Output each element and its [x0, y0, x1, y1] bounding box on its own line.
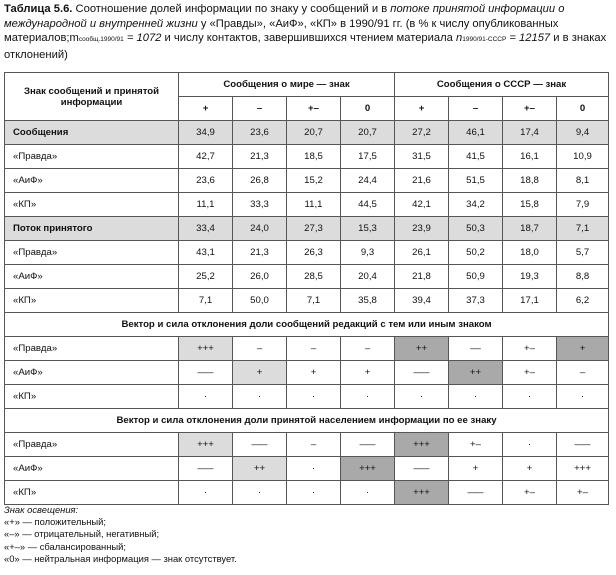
row-label: Поток принятого: [5, 217, 179, 241]
table-cell: +: [341, 361, 395, 385]
table-cell: 51,5: [449, 169, 503, 193]
caption-text-f: n: [455, 32, 463, 45]
section2-title: Вектор и сила отклонения доли сообщений редакций с тем или иным знаком: [5, 313, 609, 337]
table-cell: 42,7: [179, 145, 233, 169]
table-cell: ·: [179, 385, 233, 409]
table-cell: 7,9: [557, 193, 609, 217]
table-cell: –––: [179, 457, 233, 481]
header-col0: Знак сообщений и принятой информации: [5, 73, 179, 121]
table-cell: +–: [503, 481, 557, 505]
header-sign: +: [395, 97, 449, 121]
table-cell: +–: [449, 433, 503, 457]
row-label: «КП»: [5, 385, 179, 409]
table-cell: 43,1: [179, 241, 233, 265]
table-cell: ·: [287, 457, 341, 481]
caption-sub1: сообщ.1990/91: [78, 36, 124, 44]
table-cell: 26,3: [287, 241, 341, 265]
table-cell: 24,0: [233, 217, 287, 241]
table-cell: 20,7: [341, 121, 395, 145]
section2-row: [5, 313, 609, 337]
table-cell: 21,8: [395, 265, 449, 289]
caption-text-a: Соотношение долей информации по знаку у сообщений и в: [72, 3, 391, 15]
row-label: «Правда»: [5, 433, 179, 457]
header-sign: –: [233, 97, 287, 121]
caption-text-c: у «Правды», «АиФ», «КП» в 1990/91 гг. (в % к числу опубликованных материалов;m: [4, 17, 559, 45]
header-row: [5, 73, 609, 97]
table-cell: 25,2: [179, 265, 233, 289]
table-cell: ++: [449, 361, 503, 385]
table-cell: ·: [503, 433, 557, 457]
table-cell: –––: [395, 457, 449, 481]
table-cell: 18,5: [287, 145, 341, 169]
table-cell: 20,4: [341, 265, 395, 289]
table-cell: 9,3: [341, 241, 395, 265]
table-caption: [4, 2, 612, 62]
table-cell: 39,4: [395, 289, 449, 313]
table-cell: 10,9: [557, 145, 609, 169]
table-cell: 11,1: [287, 193, 341, 217]
caption-text-g: = 12157: [506, 32, 551, 45]
table-cell: +++: [179, 433, 233, 457]
header-sign: 0: [341, 97, 395, 121]
caption-sub2: 1990/91-СССР: [462, 36, 507, 44]
table-row: [5, 289, 609, 313]
table-cell: 33,3: [233, 193, 287, 217]
table-cell: –: [287, 337, 341, 361]
caption-text-e: и числу контактов, завершившихся чтением материала: [161, 32, 456, 45]
table-cell: ·: [395, 385, 449, 409]
row-label: «АиФ»: [5, 265, 179, 289]
table-row: [5, 121, 609, 145]
table-row: [5, 337, 609, 361]
caption-text-d: = 1072: [123, 32, 162, 45]
table-cell: +++: [395, 433, 449, 457]
table-cell: 6,2: [557, 289, 609, 313]
table-cell: ·: [503, 385, 557, 409]
table-cell: 17,5: [341, 145, 395, 169]
row-label: «КП»: [5, 481, 179, 505]
table-cell: 17,4: [503, 121, 557, 145]
table-cell: 44,5: [341, 193, 395, 217]
table-cell: 7,1: [287, 289, 341, 313]
table-cell: –: [557, 361, 609, 385]
table-cell: +: [233, 361, 287, 385]
table-cell: –––: [449, 481, 503, 505]
table-cell: +: [557, 337, 609, 361]
table-cell: ·: [341, 481, 395, 505]
table-cell: 34,9: [179, 121, 233, 145]
table-cell: 17,1: [503, 289, 557, 313]
table-cell: 7,1: [557, 217, 609, 241]
table-cell: ·: [287, 481, 341, 505]
row-label: «Правда»: [5, 241, 179, 265]
table-row: [5, 217, 609, 241]
table-cell: 16,1: [503, 145, 557, 169]
header-sign: +–: [287, 97, 341, 121]
table-cell: 20,7: [287, 121, 341, 145]
table-cell: –: [233, 337, 287, 361]
table-cell: ·: [287, 385, 341, 409]
legend: [4, 504, 237, 565]
table-cell: 46,1: [449, 121, 503, 145]
table-cell: 21,6: [395, 169, 449, 193]
data-table: [4, 72, 609, 505]
row-label: «АиФ»: [5, 457, 179, 481]
table-cell: 26,8: [233, 169, 287, 193]
table-cell: ·: [233, 481, 287, 505]
table-cell: +: [503, 457, 557, 481]
table-cell: ·: [233, 385, 287, 409]
table-cell: +: [287, 361, 341, 385]
caption-text-b: потоке принятой информации о международной и внутренней жизни: [4, 3, 565, 30]
section3-row: [5, 409, 609, 433]
table-cell: ++: [233, 457, 287, 481]
table-cell: 37,3: [449, 289, 503, 313]
table-row: [5, 457, 609, 481]
header-sign: +–: [503, 97, 557, 121]
row-label: «Правда»: [5, 145, 179, 169]
table-row: [5, 145, 609, 169]
caption-text-h: и в знаках отклонений): [4, 32, 607, 61]
table-cell: 23,6: [233, 121, 287, 145]
table-cell: 15,8: [503, 193, 557, 217]
table-cell: +–: [557, 481, 609, 505]
header-group-world: Сообщения о мире — знак: [179, 73, 395, 97]
table-cell: –––: [395, 361, 449, 385]
table-cell: +–: [503, 337, 557, 361]
table-cell: 31,5: [395, 145, 449, 169]
table-cell: +++: [179, 337, 233, 361]
table-cell: 18,0: [503, 241, 557, 265]
table-cell: 35,8: [341, 289, 395, 313]
table-row: [5, 361, 609, 385]
table-cell: 11,1: [179, 193, 233, 217]
table-cell: –––: [179, 361, 233, 385]
row-label: «АиФ»: [5, 361, 179, 385]
table-cell: 21,3: [233, 241, 287, 265]
table-cell: 41,5: [449, 145, 503, 169]
legend-item: «+» — положительный;: [4, 516, 106, 528]
table-cell: 19,3: [503, 265, 557, 289]
table-cell: +++: [341, 457, 395, 481]
table-cell: +: [449, 457, 503, 481]
table-cell: 5,7: [557, 241, 609, 265]
table-row: [5, 481, 609, 505]
table-cell: 34,2: [449, 193, 503, 217]
caption-label: Таблица 5.6.: [4, 3, 73, 15]
table-cell: ++: [395, 337, 449, 361]
table-row: [5, 265, 609, 289]
table-cell: –––: [557, 433, 609, 457]
row-label: Сообщения: [5, 121, 179, 145]
table-cell: 27,3: [287, 217, 341, 241]
table-cell: –––: [341, 433, 395, 457]
table-cell: ·: [557, 385, 609, 409]
table-cell: +–: [503, 361, 557, 385]
table-cell: 21,3: [233, 145, 287, 169]
table-cell: 50,9: [449, 265, 503, 289]
table-cell: 42,1: [395, 193, 449, 217]
table-cell: –: [341, 337, 395, 361]
table-cell: 9,4: [557, 121, 609, 145]
table-row: [5, 193, 609, 217]
table-cell: 26,0: [233, 265, 287, 289]
table-cell: 23,9: [395, 217, 449, 241]
table-cell: 7,1: [179, 289, 233, 313]
table-cell: 18,8: [503, 169, 557, 193]
table-cell: 15,3: [341, 217, 395, 241]
table-cell: 26,1: [395, 241, 449, 265]
table-cell: 50,0: [233, 289, 287, 313]
table-cell: 50,2: [449, 241, 503, 265]
table-cell: +++: [557, 457, 609, 481]
legend-title: Знак освещения:: [4, 504, 79, 515]
table-cell: ·: [179, 481, 233, 505]
table-cell: 28,5: [287, 265, 341, 289]
row-label: «КП»: [5, 289, 179, 313]
table-cell: –: [287, 433, 341, 457]
table-cell: 18,7: [503, 217, 557, 241]
table-cell: ––: [449, 337, 503, 361]
table-row: [5, 169, 609, 193]
header-sign: 0: [557, 97, 609, 121]
section3-title: Вектор и сила отклонения доли принятой населением информации по ее знаку: [5, 409, 609, 433]
header-group-ussr: Сообщения о СССР — знак: [395, 73, 609, 97]
table-cell: ·: [341, 385, 395, 409]
table-cell: 50,3: [449, 217, 503, 241]
table-cell: ·: [449, 385, 503, 409]
table-cell: 8,1: [557, 169, 609, 193]
table-cell: –––: [233, 433, 287, 457]
table-cell: 8,8: [557, 265, 609, 289]
table-cell: 27,2: [395, 121, 449, 145]
legend-item: «0» — нейтральная информация — знак отсутствует.: [4, 552, 237, 564]
row-label: «АиФ»: [5, 169, 179, 193]
table-cell: 33,4: [179, 217, 233, 241]
row-label: «Правда»: [5, 337, 179, 361]
table-cell: 24,4: [341, 169, 395, 193]
table-row: [5, 241, 609, 265]
table-cell: 15,2: [287, 169, 341, 193]
table-row: [5, 385, 609, 409]
table-row: [5, 433, 609, 457]
table-cell: 23,6: [179, 169, 233, 193]
row-label: «КП»: [5, 193, 179, 217]
legend-item: «+–» — сбалансированный;: [4, 540, 126, 552]
legend-item: «–» — отрицательный, негативный;: [4, 528, 160, 540]
header-sign: –: [449, 97, 503, 121]
header-sign: +: [179, 97, 233, 121]
table-cell: +++: [395, 481, 449, 505]
